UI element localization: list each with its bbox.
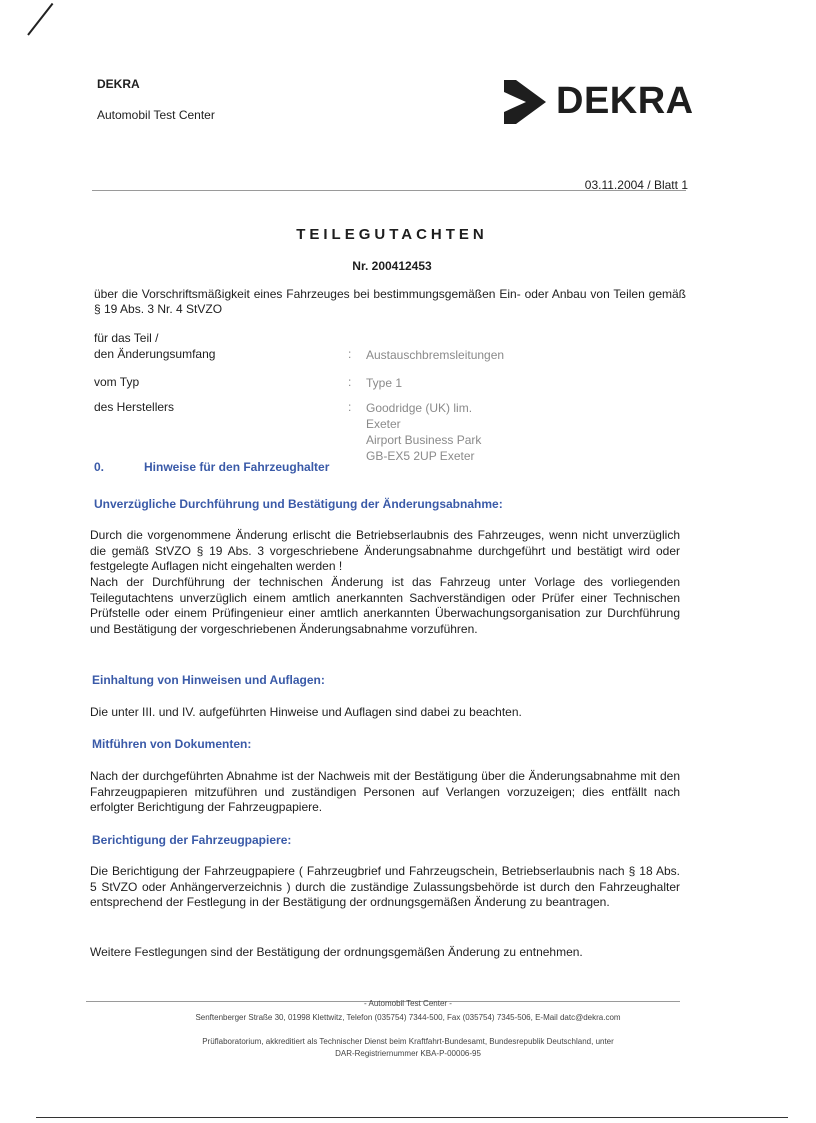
type-value: Type 1 [366, 376, 403, 390]
section-paragraph: Durch die vorgenommene Änderung erlischt die Betriebserlaubnis des Fahrzeuges, wenn nicht unverzüglich die gemäß StVZO § 19 Abs. 3 vorgeschriebene Änderungsabnahme durchgeführt und bestätigt wird oder festgelegte Auflagen nicht eingehalten werden ! [90, 528, 680, 573]
manufacturer-label: des Herstellers [94, 400, 175, 414]
section-heading: Einhaltung von Hinweisen und Auflagen: [92, 673, 325, 687]
part-value: Austauschbremsleitungen [366, 348, 505, 362]
footer-line: Prüflaboratorium, akkreditiert als Technischer Dienst beim Kraftfahrt-Bundesamt, Bundesrepublik Deutschland, unter [202, 1037, 614, 1046]
document-number: Nr. 200412453 [352, 259, 432, 273]
date-sheet: 03.11.2004 / Blatt 1 [584, 178, 688, 192]
org-name: DEKRA [97, 77, 140, 91]
colon-manufacturer: : [348, 400, 352, 414]
manufacturer-line: Exeter [366, 417, 401, 431]
logo-text: DEKRA [556, 80, 694, 122]
section-heading: Berichtigung der Fahrzeugpapiere: [92, 833, 292, 847]
footer-line: DAR-Registriernummer KBA-P-00006-95 [335, 1049, 481, 1058]
colon-type: : [348, 375, 352, 389]
section-paragraph: Die Berichtigung der Fahrzeugpapiere ( Fahrzeugbrief und Fahrzeugschein, Betriebserlaubnis nach § 18 Abs. 5 StVZO oder Anhängerverzeichnis ) durch die zuständige Zulassungsbehörde ist durch den Fahrzeughalter entsprechend der Festlegung in der Bestätigung der ordnungsgemäßen Änderung zu beantragen. [90, 864, 680, 909]
manufacturer-line: Airport Business Park [366, 433, 482, 447]
section-heading: Mitführen von Dokumenten: [92, 737, 252, 751]
section-title: Hinweise für den Fahrzeughalter [144, 460, 330, 474]
pen-stroke-mark [27, 3, 53, 36]
footer-line: - Automobil Test Center - [364, 999, 452, 1008]
document-title: TEILEGUTACHTEN [296, 226, 488, 243]
part-label-2: den Änderungsumfang [94, 347, 216, 361]
colon-part: : [348, 347, 352, 361]
type-label: vom Typ [94, 375, 140, 389]
section-heading: Unverzügliche Durchführung und Bestätigung der Änderungsabnahme: [94, 497, 503, 511]
section-paragraph: Nach der durchgeführten Abnahme ist der Nachweis mit der Bestätigung über die Änderungsabnahme mit den Fahrzeugpapieren mitzuführen und zuständigen Personen auf Verlangen vorzuzeigen; dies entfällt nach erfolgter Berichtigung der Fahrzeugpapiere. [90, 769, 680, 814]
footer-line: Senftenberger Straße 30, 01998 Klettwitz, Telefon (035754) 7344-500, Fax (035754) 7345-506, E-Mail datc@dekra.com [195, 1013, 621, 1022]
manufacturer-line: GB-EX5 2UP Exeter [366, 449, 475, 463]
section-number: 0. [94, 460, 105, 474]
scan-edge-line [36, 1117, 788, 1118]
section-paragraph: Weitere Festlegungen sind der Bestätigung der ordnungsgemäßen Änderung zu entnehmen. [90, 945, 583, 959]
manufacturer-line: Goodridge (UK) lim. [366, 401, 473, 415]
document-intro: über die Vorschriftsmäßigkeit eines Fahrzeuges bei bestimmungsgemäßen Ein- oder Anbau von Teilen gemäß § 19 Abs. 3 Nr. 4 StVZO [94, 287, 686, 316]
org-subtitle: Automobil Test Center [97, 108, 215, 122]
section-paragraph: Die unter III. und IV. aufgeführten Hinweise und Auflagen sind dabei zu beachten. [90, 705, 522, 719]
dekra-logo-icon [500, 78, 550, 128]
dekra-logo [500, 78, 694, 128]
part-label-1: für das Teil / [94, 331, 159, 345]
section-paragraph: Nach der Durchführung der technischen Änderung ist das Fahrzeug unter Vorlage des vorliegenden Teilegutachtens unverzüglich einem amtlich anerkannten Sachverständigen oder Prüfer einer Technischen Prüfstelle oder einem Prüfingenieur einer amtlich anerkannten Überwachungsorganisation zur Durchführung und Bestätigung der vorgeschriebenen Änderungsabnahme vorzuführen. [90, 575, 680, 636]
